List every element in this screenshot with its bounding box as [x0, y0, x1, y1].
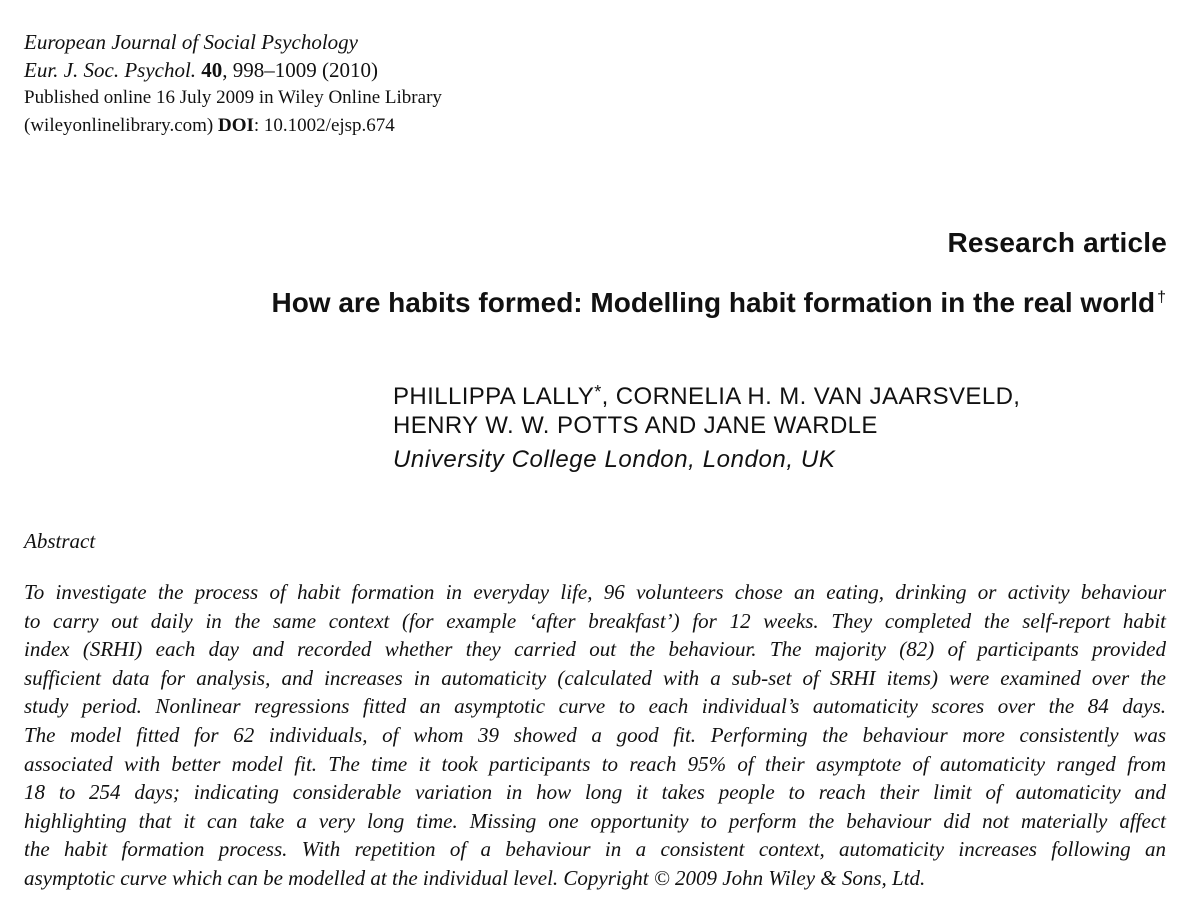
abstract-heading: Abstract: [24, 529, 96, 553]
abstract-line: to carry out daily in the same context (for example ‘after breakfast’) for 12 weeks. They completed the self-report habit: [24, 608, 1166, 633]
abstract-line: index (SRHI) each day and recorded whether they carried out the behaviour. The majority (82) of participants provided: [24, 637, 1166, 662]
journal-name: European Journal of Social Psychology: [24, 30, 358, 54]
abstract-line: highlighting that it can take a very long time. Missing one opportunity to perform the behaviour did not materially affect: [24, 808, 1166, 833]
doi-label: DOI: [217, 115, 254, 136]
doi-value: : 10.1002/ejsp.674: [253, 115, 395, 136]
abstract-line: sufficient data for analysis, and increases in automaticity (calculated with a sub-set of SRHI items) were examined over the: [24, 665, 1166, 690]
abstract-line: study period. Nonlinear regressions fitted an asymptotic curve to each individual’s automaticity scores over the 84 days.: [24, 694, 1166, 719]
abstract-line: asymptotic curve which can be modelled at the individual level. Copyright © 2009 John Wiley & Sons, Ltd.: [24, 865, 926, 890]
journal-abbrev: Eur. J. Soc. Psychol.: [24, 58, 197, 82]
journal-header: [24, 28, 442, 140]
journal-citation: [24, 56, 442, 84]
journal-pages-year: , 998–1009 (2010): [222, 58, 379, 82]
publication-info: Published online 16 July 2009 in Wiley Online Library: [24, 87, 442, 108]
author-lally: PHILLIPPA LALLY: [393, 383, 595, 410]
article-title-text: How are habits formed: Modelling habit formation in the real world: [271, 287, 1156, 318]
corresponding-author-mark: *: [594, 382, 602, 402]
title-footnote-mark: †: [1157, 289, 1166, 306]
journal-volume: 40: [201, 58, 223, 82]
authors-line-1-rest: , CORNELIA H. M. VAN JAARSVELD,: [601, 383, 1021, 410]
abstract-body: [24, 578, 1166, 893]
article-title: [271, 287, 1166, 319]
abstract-line: 18 to 254 days; indicating considerable variation in how long it takes people to reach their limit of automaticity and: [24, 780, 1166, 805]
authors-line-1: [393, 378, 1020, 411]
publisher-site: (wileyonlinelibrary.com): [24, 115, 214, 136]
abstract-line: associated with better model fit. The time it took participants to reach 95% of their asymptote of automaticity ranged from: [24, 751, 1166, 776]
affiliation: University College London, London, UK: [393, 446, 836, 473]
authors-line-2: HENRY W. W. POTTS AND JANE WARDLE: [393, 412, 878, 439]
article-type: Research article: [947, 227, 1167, 258]
abstract-line: To investigate the process of habit formation in everyday life, 96 volunteers chose an eating, drinking or activity behaviour: [24, 580, 1166, 604]
doi-line: [24, 112, 442, 140]
abstract-line: The model fitted for 62 individuals, of whom 39 showed a good fit. Performing the behaviour more consistently was: [24, 722, 1166, 747]
abstract-line: the habit formation process. With repetition of a behaviour in a consistent context, automaticity increases following an: [24, 837, 1166, 862]
authors-block: [393, 378, 1020, 474]
